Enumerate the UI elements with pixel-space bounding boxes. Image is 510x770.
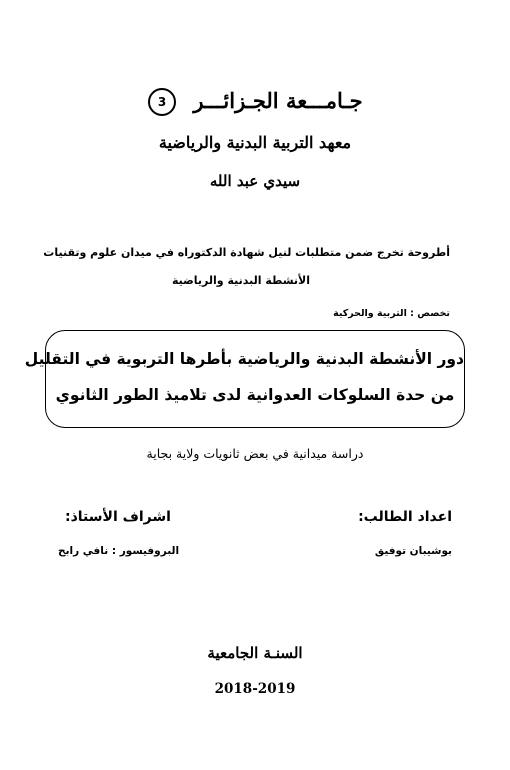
institute-name: معهد التربية البدنية والرياضية <box>158 133 352 152</box>
academic-year-value: 2018-2019 <box>214 681 296 697</box>
thesis-title-line-1: دور الأنشطة البدنية والرياضية بأطرها التربوية في التقليل <box>24 350 464 368</box>
student-name: بوشيبان توفيق <box>374 545 452 557</box>
supervisor-label: اشراف الأستاذ: <box>65 509 171 525</box>
university-number-badge: 3 <box>148 88 176 116</box>
thesis-title-box <box>24 330 465 428</box>
city-name: سيدي عبد الله <box>209 172 301 190</box>
thesis-description-line-2: الأنشطة البدنية والرياضية <box>172 274 310 287</box>
thesis-description-line-1: أطروحة تخرج ضمن متطلبات لنيل شهادة الدكتوراه في ميدان علوم وتقنيات <box>43 246 450 259</box>
supervisor-name: البروفيسور : نافي رابح <box>58 545 180 557</box>
specialization: تخصص : التربية والحركية <box>333 308 450 319</box>
field-study-subtitle: دراسة ميدانية في بعض ثانويات ولاية بجاية <box>146 446 364 461</box>
thesis-title-line-2: من حدة السلوكات العدوانية لدى تلاميذ الطور الثانوي <box>55 386 455 404</box>
student-label: اعداد الطالب: <box>358 509 452 525</box>
academic-year-label: السنـة الجامعية <box>207 644 303 662</box>
university-header <box>0 86 510 118</box>
university-name: جـامـــعة الجـزائـــر <box>193 88 363 113</box>
